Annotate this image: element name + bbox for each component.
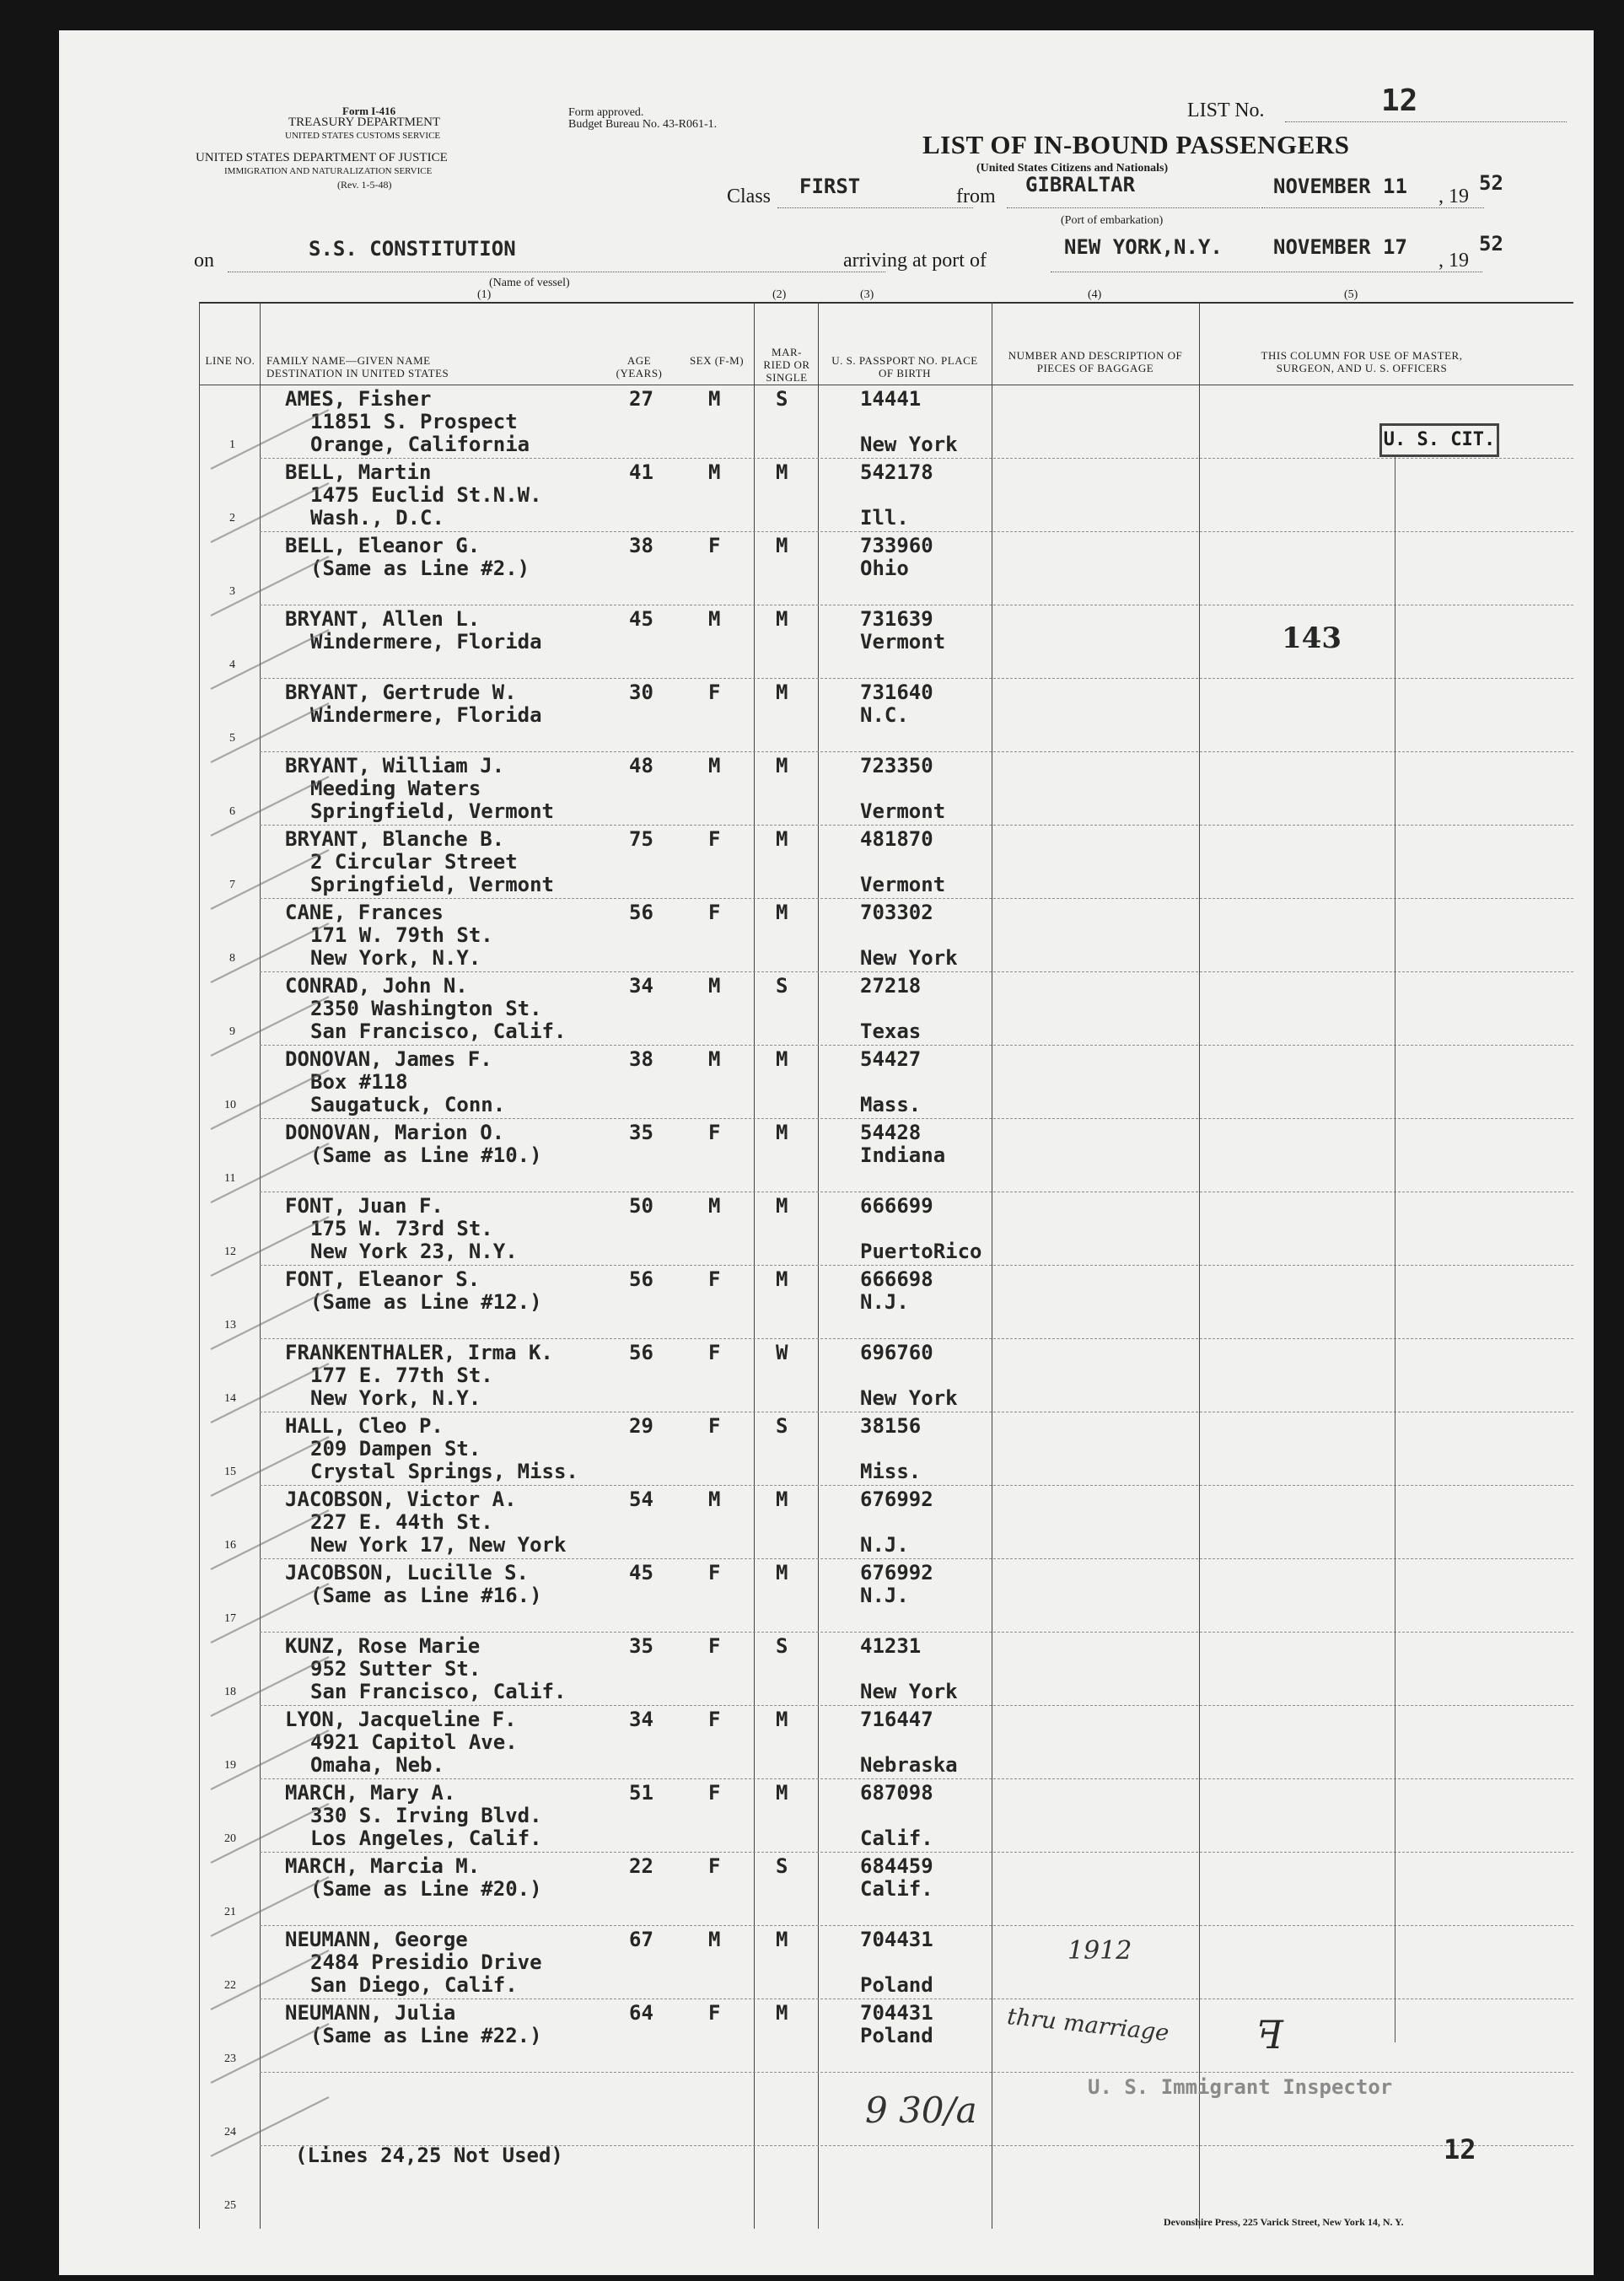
header-line-no: LINE NO. <box>205 354 255 367</box>
dept-justice-sub: IMMIGRATION AND NATURALIZATION SERVICE <box>224 166 433 176</box>
place-of-birth: Poland <box>860 1973 933 1997</box>
place-of-birth: N.J. <box>860 1584 909 1607</box>
inspector-signature: ꟻ <box>1256 2012 1282 2058</box>
passenger-destination: (Same as Line #22.) <box>310 2024 542 2047</box>
line-number: 9 <box>229 1025 235 1038</box>
line-number: 12 <box>224 1245 236 1258</box>
col-number-5: (5) <box>1344 288 1358 301</box>
port-embark-label: (Port of embarkation) <box>1061 214 1164 227</box>
dept-justice: UNITED STATES DEPARTMENT OF JUSTICE <box>196 151 448 164</box>
handwritten-year: 1912 <box>1067 1936 1132 1966</box>
passenger-sex: M <box>708 1487 721 1511</box>
inspector-title: U. S. Immigrant Inspector <box>1088 2075 1393 2099</box>
passenger-marital-status: M <box>776 1781 788 1805</box>
passenger-age: 51 <box>629 1781 653 1805</box>
row-divider <box>260 825 1573 826</box>
place-of-birth: Calif. <box>860 1826 933 1850</box>
passenger-destination: 330 S. Irving Blvd. <box>310 1804 542 1827</box>
passenger-age: 38 <box>629 534 653 557</box>
arriving-label: arriving at port of <box>843 250 987 272</box>
passenger-sex: F <box>708 1708 721 1731</box>
place-of-birth: N.J. <box>860 1290 909 1314</box>
passport-number: 14441 <box>860 387 922 411</box>
passenger-marital-status: M <box>776 1487 788 1511</box>
passenger-age: 45 <box>629 607 653 631</box>
passport-number: 38156 <box>860 1414 922 1438</box>
passenger-sex: F <box>708 534 721 557</box>
passenger-sex: M <box>708 1194 721 1218</box>
passenger-marital-status: M <box>776 607 788 631</box>
vessel-name: S.S. CONSTITUTION <box>309 237 516 261</box>
year-prefix: , 19 <box>1438 186 1469 207</box>
passenger-marital-status: S <box>776 1854 788 1878</box>
passenger-marital-status: M <box>776 754 788 777</box>
line-number: 10 <box>224 1099 236 1111</box>
passenger-age: 41 <box>629 460 653 484</box>
passenger-destination: Los Angeles, Calif. <box>310 1826 542 1850</box>
unused-lines-note: (Lines 24,25 Not Used) <box>295 2144 563 2167</box>
passenger-name: BRYANT, Gertrude W. <box>285 681 517 704</box>
passenger-name: BRYANT, Allen L. <box>285 607 481 631</box>
passport-number: 54428 <box>860 1121 922 1144</box>
class-value: FIRST <box>799 175 861 198</box>
depart-date: NOVEMBER 11 <box>1273 175 1407 198</box>
line-number: 1 <box>229 438 235 451</box>
passport-number: 481870 <box>860 827 933 851</box>
passenger-name: KUNZ, Rose Marie <box>285 1634 481 1658</box>
passport-number: 666699 <box>860 1194 933 1218</box>
passenger-name: LYON, Jacqueline F. <box>285 1708 517 1731</box>
place-of-birth: Mass. <box>860 1093 922 1116</box>
line-number: 24 <box>224 2126 236 2138</box>
handwritten-code: 9 30/a <box>865 2090 977 2131</box>
header-passport: U. S. PASSPORT NO. PLACE OF BIRTH <box>831 354 978 379</box>
passenger-sex: F <box>708 681 721 704</box>
passenger-destination: Omaha, Neb. <box>310 1753 444 1777</box>
passenger-marital-status: M <box>776 1267 788 1291</box>
col-number-4: (4) <box>1088 288 1102 301</box>
row-divider <box>260 2072 1573 2073</box>
vessel-label: (Name of vessel) <box>489 277 570 289</box>
passenger-age: 27 <box>629 387 653 411</box>
passenger-name: DONOVAN, Marion O. <box>285 1121 505 1144</box>
line-number: 20 <box>224 1832 236 1845</box>
dept-treasury-sub: UNITED STATES CUSTOMS SERVICE <box>285 131 441 141</box>
passport-number: 676992 <box>860 1561 933 1584</box>
place-of-birth: Miss. <box>860 1460 922 1483</box>
passenger-age: 38 <box>629 1047 653 1071</box>
passenger-name: BRYANT, Blanche B. <box>285 827 505 851</box>
passenger-name: NEUMANN, Julia <box>285 2001 456 2025</box>
revision: (Rev. 1-5-48) <box>337 179 392 191</box>
passenger-name: CONRAD, John N. <box>285 974 468 998</box>
row-divider <box>260 751 1573 752</box>
passport-number: 731640 <box>860 681 933 704</box>
row-divider <box>260 678 1573 679</box>
manifest-subtitle: (United States Citizens and Nationals) <box>976 162 1169 175</box>
passenger-name: BRYANT, William J. <box>285 754 505 777</box>
passenger-sex: F <box>708 1561 721 1584</box>
passenger-destination: San Diego, Calif. <box>310 1973 518 1997</box>
passenger-marital-status: S <box>776 1414 788 1438</box>
passenger-marital-status: M <box>776 460 788 484</box>
header-name: FAMILY NAME—GIVEN NAME DESTINATION IN UNITED STATES <box>266 354 449 379</box>
row-divider <box>260 971 1573 972</box>
passport-number: 27218 <box>860 974 922 998</box>
col-divider <box>199 302 200 2229</box>
place-of-birth: New York <box>860 433 958 456</box>
line-number: 4 <box>229 659 235 671</box>
passenger-destination: 175 W. 73rd St. <box>310 1217 493 1240</box>
passenger-sex: F <box>708 1414 721 1438</box>
passenger-name: FONT, Eleanor S. <box>285 1267 481 1291</box>
row-divider <box>260 1925 1573 1926</box>
manifest-sheet <box>59 30 1594 2275</box>
line-number: 16 <box>224 1539 236 1552</box>
place-of-birth: Nebraska <box>860 1753 958 1777</box>
passenger-sex: F <box>708 1781 721 1805</box>
us-citizen-stamp: U. S. CIT. <box>1379 423 1499 457</box>
header-married: MAR-RIED OR SINGLE <box>763 346 810 384</box>
passenger-name: DONOVAN, James F. <box>285 1047 492 1071</box>
line-number: 6 <box>229 805 235 818</box>
passenger-sex: F <box>708 901 721 924</box>
place-of-birth: PuertoRico <box>860 1240 982 1263</box>
row-divider <box>260 1338 1573 1339</box>
row-divider <box>260 1705 1573 1706</box>
passport-number: 716447 <box>860 1708 933 1731</box>
line-number: 2 <box>229 512 235 525</box>
passenger-sex: F <box>708 1267 721 1291</box>
passenger-destination: (Same as Line #10.) <box>310 1143 542 1167</box>
list-number: 12 <box>1381 83 1418 118</box>
passport-number: 684459 <box>860 1854 933 1878</box>
passenger-marital-status: M <box>776 2001 788 2025</box>
passenger-marital-status: S <box>776 1634 788 1658</box>
passport-number: 723350 <box>860 754 933 777</box>
class-dotline <box>777 207 973 208</box>
passport-number: 731639 <box>860 607 933 631</box>
passenger-age: 75 <box>629 827 653 851</box>
passenger-marital-status: M <box>776 1047 788 1071</box>
line-number: 18 <box>224 1686 236 1698</box>
passenger-destination: San Francisco, Calif. <box>310 1680 567 1703</box>
passenger-destination: Windermere, Florida <box>310 630 542 654</box>
passenger-name: MARCH, Mary A. <box>285 1781 456 1805</box>
manifest-title: LIST OF IN-BOUND PASSENGERS <box>922 130 1350 159</box>
place-of-birth: Indiana <box>860 1143 946 1167</box>
passenger-destination: Wash., D.C. <box>310 506 444 530</box>
passenger-name: JACOBSON, Lucille S. <box>285 1561 529 1584</box>
passenger-destination: New York, N.Y. <box>310 1386 481 1410</box>
line-number: 25 <box>224 2199 236 2212</box>
passenger-age: 35 <box>629 1634 653 1658</box>
passenger-destination: 227 E. 44th St. <box>310 1510 493 1534</box>
passport-number: 704431 <box>860 2001 933 2025</box>
passenger-name: BELL, Martin <box>285 460 432 484</box>
passenger-marital-status: M <box>776 534 788 557</box>
passenger-sex: F <box>708 1854 721 1878</box>
passenger-age: 30 <box>629 681 653 704</box>
passenger-sex: F <box>708 1341 721 1364</box>
passenger-destination: New York, N.Y. <box>310 946 481 970</box>
passenger-destination: 2 Circular Street <box>310 850 518 874</box>
passenger-marital-status: M <box>776 1708 788 1731</box>
passenger-destination: (Same as Line #16.) <box>310 1584 542 1607</box>
col-number-3: (3) <box>860 288 874 301</box>
passenger-age: 64 <box>629 2001 653 2025</box>
passport-number: 54427 <box>860 1047 922 1071</box>
passenger-destination: 1475 Euclid St.N.W. <box>310 483 542 507</box>
passenger-destination: (Same as Line #2.) <box>310 557 530 580</box>
passenger-name: CANE, Frances <box>285 901 444 924</box>
row-divider <box>260 1778 1573 1779</box>
page-number: 12 <box>1444 2133 1476 2165</box>
passenger-sex: M <box>708 974 721 998</box>
line-number: 22 <box>224 1979 236 1992</box>
passenger-marital-status: M <box>776 1928 788 1951</box>
list-label: LIST No. <box>1187 100 1265 121</box>
place-of-birth: Vermont <box>860 799 946 823</box>
passenger-age: 34 <box>629 974 653 998</box>
passenger-count: 143 <box>1282 621 1342 655</box>
passenger-destination: Windermere, Florida <box>310 703 542 727</box>
passenger-name: NEUMANN, George <box>285 1928 468 1951</box>
passenger-name: HALL, Cleo P. <box>285 1414 444 1438</box>
passenger-destination: 171 W. 79th St. <box>310 923 493 947</box>
passport-number: 733960 <box>860 534 933 557</box>
passenger-sex: F <box>708 2001 721 2025</box>
class-label: Class <box>727 186 772 207</box>
line-number: 3 <box>229 585 235 598</box>
from-dotline <box>1007 207 1260 208</box>
line-number: 15 <box>224 1466 236 1478</box>
passenger-destination: 2484 Presidio Drive <box>310 1950 542 1974</box>
passenger-sex: M <box>708 1928 721 1951</box>
dept-treasury: TREASURY DEPARTMENT <box>288 116 441 129</box>
form-number: Form I-416 <box>342 105 396 117</box>
row-divider <box>260 1265 1573 1266</box>
passenger-destination: 11851 S. Prospect <box>310 410 518 433</box>
passenger-marital-status: M <box>776 827 788 851</box>
row-divider <box>260 898 1573 899</box>
printer-footer: Devonshire Press, 225 Varick Street, New York 14, N. Y. <box>1164 2216 1404 2228</box>
place-of-birth: Ill. <box>860 506 909 530</box>
passenger-sex: F <box>708 1634 721 1658</box>
passenger-destination: 952 Sutter St. <box>310 1657 481 1681</box>
passenger-marital-status: M <box>776 1194 788 1218</box>
arrival-year: 52 <box>1479 232 1503 256</box>
header-age: AGE (YEARS) <box>616 354 663 379</box>
passenger-sex: F <box>708 827 721 851</box>
passenger-sex: M <box>708 460 721 484</box>
passenger-name: FONT, Juan F. <box>285 1194 444 1218</box>
place-of-birth: New York <box>860 946 958 970</box>
place-of-birth: Vermont <box>860 630 946 654</box>
row-divider <box>260 1485 1573 1486</box>
row-divider <box>260 1118 1573 1119</box>
header-officers: THIS COLUMN FOR USE OF MASTER, SURGEON, AND U. S. OFFICERS <box>1261 349 1463 374</box>
arrival-date: NOVEMBER 17 <box>1273 235 1407 259</box>
passport-number: 542178 <box>860 460 933 484</box>
passport-number: 703302 <box>860 901 933 924</box>
passenger-age: 22 <box>629 1854 653 1878</box>
col-number-2: (2) <box>772 288 787 301</box>
passenger-name: FRANKENTHALER, Irma K. <box>285 1341 553 1364</box>
passenger-destination: Orange, California <box>310 433 530 456</box>
col-number-1: (1) <box>477 288 492 301</box>
place-of-birth: New York <box>860 1680 958 1703</box>
passenger-destination: 4921 Capitol Ave. <box>310 1730 518 1754</box>
passenger-marital-status: M <box>776 901 788 924</box>
header-sex: SEX (F-M) <box>689 354 745 367</box>
year-prefix: , 19 <box>1438 250 1469 272</box>
passenger-destination: Meeding Waters <box>310 777 481 800</box>
line-number: 8 <box>229 952 235 965</box>
passenger-sex: M <box>708 754 721 777</box>
place-of-birth: New York <box>860 1386 958 1410</box>
list-dotline <box>1285 121 1567 122</box>
handwritten-note: thru marriage <box>1005 2004 1170 2047</box>
passenger-age: 35 <box>629 1121 653 1144</box>
passenger-name: MARCH, Marcia M. <box>285 1854 481 1878</box>
passport-number: 696760 <box>860 1341 933 1364</box>
passenger-age: 54 <box>629 1487 653 1511</box>
passenger-marital-status: M <box>776 1121 788 1144</box>
place-of-birth: Calif. <box>860 1877 933 1901</box>
row-divider <box>260 1558 1573 1559</box>
passenger-destination: Springfield, Vermont <box>310 873 554 896</box>
row-divider <box>260 1852 1573 1853</box>
passenger-destination: 2350 Washington St. <box>310 997 542 1020</box>
passenger-age: 67 <box>629 1928 653 1951</box>
line-number: 13 <box>224 1319 236 1331</box>
passenger-age: 48 <box>629 754 653 777</box>
passenger-age: 29 <box>629 1414 653 1438</box>
place-of-birth: Ohio <box>860 557 909 580</box>
row-divider <box>260 1045 1573 1046</box>
form-approved: Form approved. <box>568 106 644 119</box>
passenger-name: BELL, Eleanor G. <box>285 534 481 557</box>
passport-number: 666698 <box>860 1267 933 1291</box>
budget-bureau: Budget Bureau No. 43-R061-1. <box>568 118 718 131</box>
passenger-destination: (Same as Line #12.) <box>310 1290 542 1314</box>
arrival-port: NEW YORK,N.Y. <box>1064 235 1223 259</box>
passenger-destination: (Same as Line #20.) <box>310 1877 542 1901</box>
passenger-age: 56 <box>629 1267 653 1291</box>
passenger-marital-status: M <box>776 681 788 704</box>
line-number: 17 <box>224 1612 236 1625</box>
passenger-destination: New York 17, New York <box>310 1533 567 1557</box>
row-divider <box>260 458 1573 459</box>
passenger-destination: Saugatuck, Conn. <box>310 1093 506 1116</box>
place-of-birth: N.J. <box>860 1533 909 1557</box>
place-of-birth: Vermont <box>860 873 946 896</box>
passenger-name: JACOBSON, Victor A. <box>285 1487 517 1511</box>
passenger-sex: M <box>708 387 721 411</box>
passenger-sex: F <box>708 1121 721 1144</box>
passport-number: 676992 <box>860 1487 933 1511</box>
passport-number: 704431 <box>860 1928 933 1951</box>
line-number: 11 <box>224 1172 236 1185</box>
passenger-destination: New York 23, N.Y. <box>310 1240 518 1263</box>
line-number: 7 <box>229 879 235 891</box>
line-number: 23 <box>224 2052 236 2065</box>
on-label: on <box>194 250 214 272</box>
passport-number: 41231 <box>860 1634 922 1658</box>
passenger-age: 56 <box>629 1341 653 1364</box>
passenger-destination: 209 Dampen St. <box>310 1437 481 1461</box>
passenger-marital-status: S <box>776 387 788 411</box>
passenger-name: AMES, Fisher <box>285 387 432 411</box>
from-value: GIBRALTAR <box>1025 173 1136 196</box>
passenger-destination: 177 E. 77th St. <box>310 1364 493 1387</box>
line-number: 14 <box>224 1392 236 1405</box>
passenger-destination: Springfield, Vermont <box>310 799 554 823</box>
table-top-border <box>199 302 1573 304</box>
passenger-age: 56 <box>629 901 653 924</box>
passport-number: 687098 <box>860 1781 933 1805</box>
header-baggage: NUMBER AND DESCRIPTION OF PIECES OF BAGGAGE <box>1008 349 1183 374</box>
row-divider <box>260 531 1573 532</box>
place-of-birth: N.C. <box>860 703 909 727</box>
line-number: 21 <box>224 1906 236 1918</box>
passenger-sex: M <box>708 1047 721 1071</box>
passenger-sex: M <box>708 607 721 631</box>
place-of-birth: Poland <box>860 2024 933 2047</box>
passenger-age: 50 <box>629 1194 653 1218</box>
passenger-marital-status: M <box>776 1561 788 1584</box>
passenger-marital-status: W <box>776 1341 788 1364</box>
row-divider <box>260 1632 1573 1633</box>
passenger-destination: Crystal Springs, Miss. <box>310 1460 578 1483</box>
passenger-age: 45 <box>629 1561 653 1584</box>
passenger-age: 34 <box>629 1708 653 1731</box>
line-number: 19 <box>224 1759 236 1772</box>
passenger-destination: Box #118 <box>310 1070 408 1094</box>
line-number: 5 <box>229 732 235 745</box>
place-of-birth: Texas <box>860 1019 922 1043</box>
passenger-destination: San Francisco, Calif. <box>310 1019 567 1043</box>
depart-year: 52 <box>1479 171 1503 195</box>
passenger-marital-status: S <box>776 974 788 998</box>
from-label: from <box>956 186 996 207</box>
